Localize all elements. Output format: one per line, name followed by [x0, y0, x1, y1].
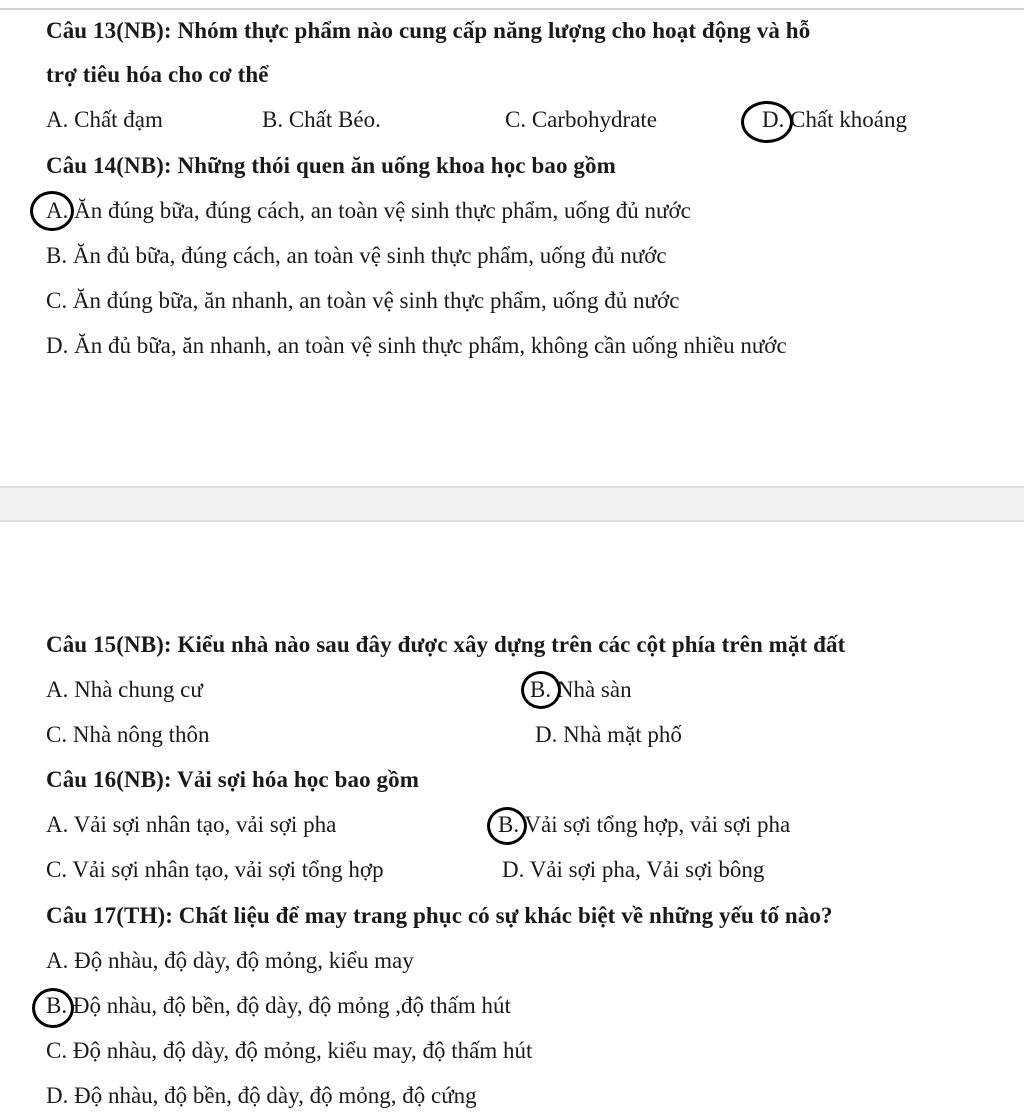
question-15-option-d: D. Nhà mặt phố [535, 722, 682, 747]
question-17-option-a: A. Độ nhàu, độ dày, độ mỏng, kiểu may [46, 948, 414, 973]
question-13-option-d: D. Chất khoáng [762, 107, 908, 132]
answer-circle-mark [32, 988, 74, 1028]
question-16-stem: Câu 16(NB): Vải sợi hóa học bao gồm [46, 767, 419, 792]
question-13-stem-line1: Câu 13(NB): Nhóm thực phẩm nào cung cấp năng lượng cho hoạt động và hỗ [46, 18, 811, 43]
question-14-option-b: B. Ăn đủ bữa, đúng cách, an toàn vệ sinh thực phẩm, uống đủ nước [46, 243, 667, 268]
question-17-option-b: B. Độ nhàu, độ bền, độ dày, độ mỏng ,độ thấm hút [46, 993, 511, 1018]
question-15-option-a: A. Nhà chung cư [46, 677, 203, 702]
question-15-stem: Câu 15(NB): Kiểu nhà nào sau đây được xây dựng trên các cột phía trên mặt đất [46, 632, 846, 657]
answer-circle-mark [487, 807, 527, 845]
question-16-option-d: D. Vải sợi pha, Vải sợi bông [502, 857, 765, 882]
question-17-option-d: D. Độ nhàu, độ bền, độ dày, độ mỏng, độ cứng [46, 1083, 477, 1108]
question-13-option-c: C. Carbohydrate [505, 107, 658, 132]
question-14-option-d: D. Ăn đủ bữa, ăn nhanh, an toàn vệ sinh thực phẩm, không cần uống nhiều nước [46, 333, 787, 358]
question-16-option-b: B. Vải sợi tổng hợp, vải sợi pha [498, 812, 791, 837]
question-13-option-a: A. Chất đạm [46, 107, 163, 132]
question-16-option-a: A. Vải sợi nhân tạo, vải sợi pha [46, 812, 337, 837]
question-17-option-c: C. Độ nhàu, độ dày, độ mỏng, kiểu may, độ thấm hút [46, 1038, 533, 1063]
top-divider [0, 0, 1024, 10]
page-break-divider [0, 486, 1024, 522]
question-14-option-a: A. Ăn đúng bữa, đúng cách, an toàn vệ sinh thực phẩm, uống đủ nước [46, 198, 691, 223]
question-13-stem-line2: trợ tiêu hóa cho cơ thể [46, 62, 269, 87]
question-13-option-b: B. Chất Béo. [262, 107, 381, 132]
question-15-option-c: C. Nhà nông thôn [46, 722, 210, 747]
question-14-option-c: C. Ăn đúng bữa, ăn nhanh, an toàn vệ sinh thực phẩm, uống đủ nước [46, 288, 680, 313]
answer-circle-mark [521, 671, 561, 709]
question-15-option-b: B. Nhà sàn [530, 677, 632, 702]
question-16-option-c: C. Vải sợi nhân tạo, vải sợi tổng hợp [46, 857, 384, 882]
answer-circle-mark [741, 101, 793, 143]
answer-circle-mark [30, 191, 74, 231]
question-17-stem: Câu 17(TH): Chất liệu để may trang phục có sự khác biệt về những yếu tố nào? [46, 903, 833, 928]
question-14-stem: Câu 14(NB): Những thói quen ăn uống khoa học bao gồm [46, 153, 616, 178]
